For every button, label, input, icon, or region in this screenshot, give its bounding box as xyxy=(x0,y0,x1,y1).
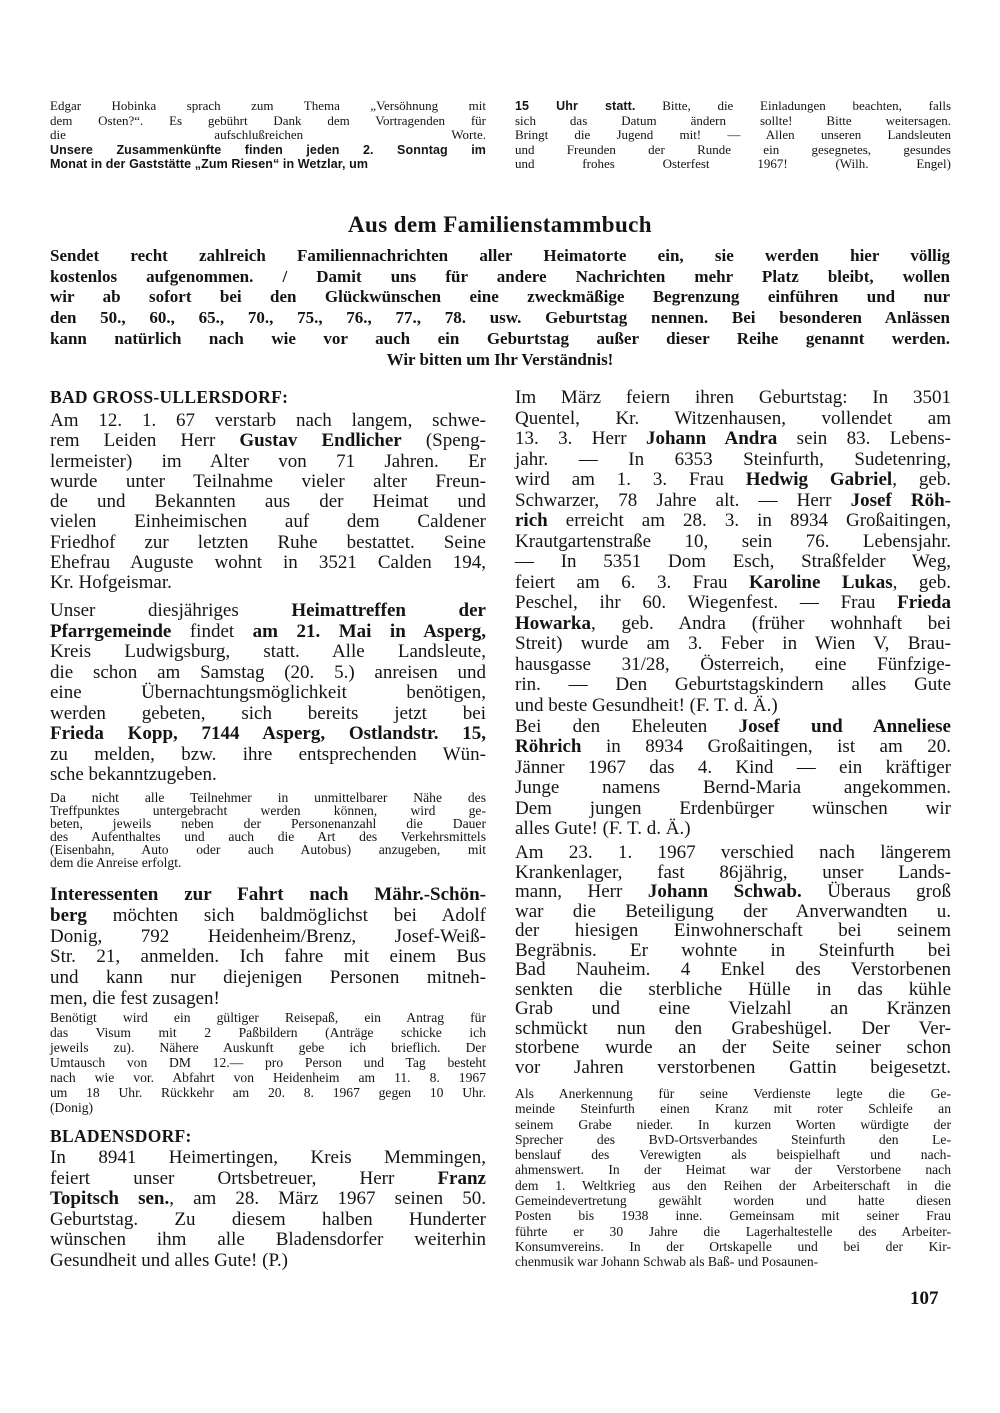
text: war die Beteiligung der Anverwandten u. xyxy=(515,900,951,922)
text-line xyxy=(515,737,951,757)
text-line xyxy=(515,1101,951,1116)
text-line xyxy=(515,655,951,676)
text: Überaus groß xyxy=(801,881,951,902)
text-line xyxy=(515,799,951,819)
text: schmückt nun den Grabeshügel. Der Ver- xyxy=(515,1017,951,1039)
text-line xyxy=(50,642,486,663)
text-line xyxy=(515,675,951,696)
text: der hiesigen Einwohnerschaft bei seinem xyxy=(515,920,951,941)
text-line xyxy=(515,1208,951,1223)
text-line xyxy=(515,429,951,450)
text-line xyxy=(515,99,951,114)
text-line xyxy=(515,593,951,614)
text: möchten sich baldmöglichst bei Adolf xyxy=(86,904,486,926)
text-line xyxy=(515,778,951,798)
page-number: 107 xyxy=(910,1288,939,1309)
text: Krankenlager, fast 86jährig, unser Lands- xyxy=(515,861,951,883)
text: vor Jahren verstorbenen Gattin beigesetzt. xyxy=(515,1056,951,1078)
text: in 8934 Großaitingen, ist am 20. xyxy=(581,736,951,758)
text: eine Übernachtungsmöglichkeit benötigen, xyxy=(50,682,486,703)
text: Unser diesjähriges xyxy=(50,600,292,621)
text-line xyxy=(50,1070,486,1085)
text: 13. 3. Herr xyxy=(515,428,646,449)
text-line xyxy=(50,622,486,643)
text-line xyxy=(515,1239,951,1254)
text: wir ab sofort bei den Glückwünschen eine zweckmäßige Begrenzung einführen und nur xyxy=(50,287,950,307)
text-line xyxy=(515,573,951,594)
text-line xyxy=(50,968,486,989)
text: Am 12. 1. 67 verstarb nach langem, schwe- xyxy=(50,410,486,431)
text-line xyxy=(50,906,486,927)
text: Gemeindevertretung gewählt worden und hatte diesen xyxy=(515,1193,951,1209)
text: sche bekanntzugeben. xyxy=(50,764,217,785)
text: Dem jungen Erdenbürger wünschen wir xyxy=(515,797,951,819)
text-line xyxy=(515,980,951,1000)
text-line xyxy=(50,329,950,350)
text-line xyxy=(515,1254,951,1269)
text: die schon am Samstag (20. 5.) anreisen und xyxy=(50,661,486,683)
text-line xyxy=(50,885,486,906)
text-line xyxy=(515,717,951,737)
text-line xyxy=(50,573,486,593)
text-line xyxy=(515,696,951,717)
text: werden gebeten, sich bereits jetzt bei xyxy=(50,702,486,724)
text-line xyxy=(515,1132,951,1147)
text: Treffpunktes untergebracht werden können, wird ge- xyxy=(50,803,486,818)
text-line xyxy=(50,1055,486,1070)
text-line xyxy=(50,1189,486,1210)
text: beten, jeweils neben der Personenanzahl die Dauer xyxy=(50,816,486,831)
text: jeweils zu). Nähere Auskunft gebe ich brieflich. Der xyxy=(50,1040,486,1055)
text: führte er 30 Jahre die Lagerhaltestelle des Arbeiter- xyxy=(515,1223,951,1239)
text: seinem Grabe nieder. In kurzen Worten würdigte der xyxy=(515,1116,951,1132)
text: nach wie vor. Abfahrt von Heidenheim am 11. 8. 1967 xyxy=(50,1070,486,1085)
text: und Freunden der Runde ein gesegnetes, gesundes xyxy=(515,141,951,157)
text: und frohes Osterfest 1967! (Wilh. Engel) xyxy=(515,156,951,171)
text: Kreis Ludwigsburg, statt. Alle Landsleute, xyxy=(50,641,486,662)
bold-text: Franz xyxy=(437,1167,486,1189)
top-right-text xyxy=(515,99,951,172)
text-line xyxy=(50,553,486,573)
text: Bringt die Jugend mit! — Allen unseren Landsleuten xyxy=(515,127,951,142)
heading-bad-gross-ullersdorf: BAD GROSS-ULLERSDORF: xyxy=(50,387,289,407)
text: , geb. xyxy=(892,469,951,490)
text: wird am 1. 3. Frau xyxy=(515,469,746,490)
text-line xyxy=(515,114,951,129)
bold-text: Heimattreffen der xyxy=(291,600,486,621)
text-line xyxy=(515,758,951,778)
text-line xyxy=(515,1162,951,1177)
text: jahr. — In 6353 Steinfurth, Sudetenring, xyxy=(515,448,951,470)
text-line xyxy=(50,143,486,158)
text-line xyxy=(50,947,486,968)
text-line xyxy=(50,431,486,451)
text: Jänner 1967 das 4. Kind — ein kräftiger xyxy=(515,756,951,778)
text-line xyxy=(50,704,486,725)
text: die aufschlußreichen Worte. xyxy=(50,127,486,142)
text-line xyxy=(515,532,951,553)
text: um 18 Uhr. Rückkehr am 20. 8. 1967 gegen 10 Uhr. xyxy=(50,1085,486,1100)
text: Bei den Eheleuten xyxy=(515,716,739,737)
text-line xyxy=(515,1019,951,1039)
bold-text: Josef Röh- xyxy=(850,489,951,511)
text-line xyxy=(50,533,486,553)
bold-text: am 21. Mai in Asperg, xyxy=(252,620,486,642)
text-line xyxy=(50,246,950,267)
bold-text: 15 Uhr statt. xyxy=(515,99,636,113)
text: Wir bitten um Ihr Verständnis! xyxy=(386,349,614,369)
text-line xyxy=(515,843,951,863)
text: Sprecher des BvD-Ortsverbandes Steinfurth den Le- xyxy=(515,1131,951,1147)
text: und beste Gesundheit! (F. T. d. Ä.) xyxy=(515,694,778,716)
bold-text: berg xyxy=(50,904,87,926)
text-line xyxy=(50,1210,486,1231)
text-line xyxy=(50,128,486,143)
text-line xyxy=(50,1148,486,1169)
bold-text: Johann Schwab. xyxy=(647,881,802,902)
march-birthdays xyxy=(515,388,951,716)
text: zu melden, bzw. ihre entsprechenden Wün- xyxy=(50,743,486,765)
text: — In 5351 Dom Esch, Straßfelder Weg, xyxy=(515,551,951,572)
text-line xyxy=(515,1086,951,1101)
top-left-text xyxy=(50,99,486,172)
text-line xyxy=(515,1193,951,1208)
text-line xyxy=(515,552,951,573)
text: erreicht am 28. 3. in 8934 Großaitingen, xyxy=(547,510,951,531)
text: des Aufenthaltes und auch die Art des Verkehrsmittels xyxy=(50,829,486,844)
text-line xyxy=(50,1169,486,1190)
bold-text: Howarka xyxy=(515,612,591,634)
text: alles Gute! (F. T. d. Ä.) xyxy=(515,818,691,840)
text-line xyxy=(515,902,951,922)
bold-text: Monat in der Gaststätte „Zum Riesen“ in Wetzlar, um xyxy=(50,157,369,171)
birth-announcement xyxy=(515,717,951,839)
text: wurde unter Teilnahme vieler alter Freun- xyxy=(50,470,486,492)
text-line xyxy=(50,411,486,431)
text: , am 28. März 1967 seinen 50. xyxy=(169,1188,486,1209)
obituary-schwab xyxy=(515,843,951,1077)
text-line xyxy=(515,511,951,532)
text: rin. — Den Geburtstagskindern alles Gute xyxy=(515,674,951,695)
text: den 50., 60., 65., 70., 75., 76., 77., 78. usw. Geburtstag nennen. Bei besonderen Anlässen xyxy=(50,308,950,328)
text-line xyxy=(515,614,951,635)
text: Krautgartenstraße 10, sein 76. Lebensjahr. xyxy=(515,530,951,552)
text-line xyxy=(515,921,951,941)
text-line xyxy=(50,99,486,114)
text-line xyxy=(50,765,486,786)
bold-text: Unsere Zusammenkünfte finden jeden 2. Sonntag im xyxy=(50,142,486,157)
text-line xyxy=(515,1224,951,1239)
text: wünschen ihm alle Bladensdorfer weiterhin xyxy=(50,1229,486,1250)
text-line xyxy=(50,1100,486,1115)
text-line xyxy=(515,1058,951,1078)
text: Grab und eine Vielzahl an Kränzen xyxy=(515,998,951,1019)
text: (Eisenbahn, Auto oder auch Autobus) anzugeben, mit xyxy=(50,842,486,857)
text: sich das Datum ändern sollte! Bitte weitersagen. xyxy=(515,112,951,128)
text: (Donig) xyxy=(50,1100,94,1115)
text: , geb. xyxy=(892,571,951,593)
text-line xyxy=(515,491,951,512)
travel-requirements-note xyxy=(50,1010,486,1115)
text: Umtausch von DM 12.— pro Person und Tag besteht xyxy=(50,1055,486,1070)
bold-text: Topitsch sen. xyxy=(50,1188,170,1209)
text-line xyxy=(515,388,951,409)
text: rem Leiden Herr xyxy=(50,430,240,452)
text: Junge namens Bernd-Maria angekommen. xyxy=(515,777,951,799)
section-title: Aus dem Familienstammbuch xyxy=(348,212,652,237)
bold-text: Josef und Anneliese xyxy=(738,716,951,737)
heading-bladensdorf: BLADENSDORF: xyxy=(50,1126,192,1146)
text: hausgasse 31/28, Österreich, eine Fünfzige- xyxy=(515,653,951,675)
text-line xyxy=(515,157,951,172)
text-line xyxy=(515,470,951,491)
bold-text: Johann Andra xyxy=(645,428,778,449)
text: Friedhof zur letzten Ruhe bestattet. Seine xyxy=(50,531,486,553)
text: meinde Steinfurth einen Kranz mit roter Schleife an xyxy=(515,1101,951,1117)
section-intro xyxy=(50,246,950,370)
text-line xyxy=(50,1251,486,1272)
text-line xyxy=(50,267,950,288)
text-line xyxy=(50,350,950,371)
text-line xyxy=(50,1025,486,1040)
text: ahmenswert. In der Heimat war der Verstorbene nach xyxy=(515,1162,951,1178)
text: Benötigt wird ein gültiger Reisepaß, ein Antrag für xyxy=(50,1010,486,1025)
text-line xyxy=(50,683,486,704)
bold-text: Pfarrgemeinde xyxy=(50,620,172,642)
text-line xyxy=(515,941,951,961)
text-line xyxy=(50,1040,486,1055)
bold-text: Frieda xyxy=(897,592,951,613)
text: Peschel, ihr 60. Wiegenfest. — Frau xyxy=(515,592,898,613)
text: Begräbnis. Er wohnte in Steinfurth bei xyxy=(515,939,951,961)
text-line xyxy=(515,1178,951,1193)
bold-text: Karoline Lukas xyxy=(748,571,893,593)
text: Als Anerkennung für seine Verdienste legte die Ge- xyxy=(515,1086,951,1101)
lodging-note xyxy=(50,791,486,869)
text-line xyxy=(515,409,951,430)
birthday-topitsch xyxy=(50,1148,486,1271)
text: findet xyxy=(171,620,253,642)
text: de und Bekannten aus der Heimat und xyxy=(50,491,486,513)
text: lermeister) im Alter von 71 Jahren. Er xyxy=(50,450,486,472)
text: Gesundheit und alles Gute! (P.) xyxy=(50,1249,288,1271)
text: Ehefrau Auguste wohnt in 3521 Calden 194, xyxy=(50,552,486,574)
text: In 8941 Heimertingen, Kreis Memmingen, xyxy=(50,1147,486,1168)
text-line xyxy=(515,960,951,980)
text-line xyxy=(515,634,951,655)
text: Edgar Hobinka sprach zum Thema „Versöhnung mit xyxy=(50,98,486,113)
text-line xyxy=(515,882,951,902)
bold-text: Hedwig Gabriel xyxy=(745,469,893,490)
text: Schwarzer, 78 Jahre alt. — Herr xyxy=(515,489,851,511)
text: dem 1. Weltkrieg aus den Reihen der Arbeiterschaft in die xyxy=(515,1177,951,1193)
text-line xyxy=(50,1230,486,1251)
text-line xyxy=(50,512,486,532)
text-line xyxy=(515,128,951,143)
text-line xyxy=(515,863,951,883)
bold-text: rich xyxy=(515,510,548,531)
text: sein 83. Lebens- xyxy=(777,428,951,449)
text: Am 23. 1. 1967 verschied nach längerem xyxy=(515,842,951,863)
text: , geb. Andra (früher wohnhaft bei xyxy=(591,612,951,634)
text-line xyxy=(515,450,951,471)
text: Im März feiern ihren Geburtstag: In 3501 xyxy=(515,387,951,408)
text: Da nicht alle Teilnehmer in unmittelbarer Nähe des xyxy=(50,790,486,805)
text-line xyxy=(50,1085,486,1100)
bold-text: Röhrich xyxy=(515,736,582,758)
text-line xyxy=(50,492,486,512)
text: Bad Nauheim. 4 Enkel des Verstorbenen xyxy=(515,959,951,980)
text-line xyxy=(515,143,951,158)
text: senkten die sterbliche Hülle in das kühle xyxy=(515,978,951,1000)
text: Quentel, Kr. Witzenhausen, vollendet am xyxy=(515,407,951,429)
text: Sendet recht zahlreich Familiennachrichten aller Heimatorte ein, sie werden hier völlig xyxy=(50,246,950,265)
text-line xyxy=(515,1117,951,1132)
text: dem die Anreise erfolgt. xyxy=(50,855,182,870)
text-line xyxy=(515,819,951,839)
text-line xyxy=(50,1010,486,1025)
text: Kr. Hofgeismar. xyxy=(50,572,172,594)
bold-text: Gustav Endlicher xyxy=(239,430,402,452)
text: benslauf des Verewigten als beispielhaft und nach- xyxy=(515,1147,951,1163)
heimattreffen-notice xyxy=(50,601,486,786)
text: vielen Einheimischen auf dem Caldener xyxy=(50,511,486,533)
text: Geburtstag. Zu diesem halben Hunderter xyxy=(50,1208,486,1230)
schwab-tribute-note xyxy=(515,1086,951,1270)
text: feiert unser Ortsbetreuer, Herr xyxy=(50,1167,438,1189)
bold-text: Interessenten zur Fahrt nach Mähr.-Schön- xyxy=(50,884,486,905)
text-line xyxy=(50,157,486,172)
text-line xyxy=(50,856,486,869)
text-line xyxy=(515,1147,951,1162)
text-line xyxy=(50,601,486,622)
text-line xyxy=(50,989,486,1010)
bold-text: Frieda Kopp, 7144 Asperg, Ostlandstr. 15, xyxy=(50,723,486,744)
text: (Speng- xyxy=(401,430,486,452)
text-line xyxy=(50,663,486,684)
obituary-endlicher xyxy=(50,411,486,594)
text-line xyxy=(50,308,950,329)
text-line xyxy=(50,724,486,745)
trip-notice xyxy=(50,885,486,1010)
text-line xyxy=(50,927,486,948)
text: feiert am 6. 3. Frau xyxy=(515,571,749,593)
text-line xyxy=(515,1038,951,1058)
text: dem Osten?“. Es gebührt Dank dem Vortragenden für xyxy=(50,112,486,128)
text-line xyxy=(50,114,486,129)
text: Donig, 792 Heidenheim/Brenz, Josef-Weiß- xyxy=(50,925,486,947)
text: storbene wurde an der Seite seiner schon xyxy=(515,1037,951,1058)
text-line xyxy=(50,287,950,308)
text: men, die fest zusagen! xyxy=(50,987,220,1009)
text: und kann nur diejenigen Personen mitneh- xyxy=(50,967,486,989)
text: kann natürlich nach wie vor auch ein Geburtstag außer dieser Reihe genannt werden. xyxy=(50,328,950,348)
text: Str. 21, anmelden. Ich fahre mit einem Bus xyxy=(50,946,486,968)
text-line xyxy=(50,472,486,492)
text-line xyxy=(515,999,951,1019)
text: Konsumvereins. In der Ortskapelle und bei der Kir- xyxy=(515,1238,951,1254)
text: chenmusik war Johann Schwab als Baß- und Posaunen- xyxy=(515,1254,819,1270)
text: Streit) wurde am 3. Feber in Wien V, Brau- xyxy=(515,633,951,654)
text: mann, Herr xyxy=(515,881,648,902)
text: Posten bis 1938 inne. Gemeinsam mit seiner Frau xyxy=(515,1208,951,1224)
text-line xyxy=(50,452,486,472)
text: kostenlos aufgenommen. / Damit uns für andere Nachrichten mehr Platz bleibt, wollen xyxy=(50,266,950,286)
text: das Visum mit 2 Paßbildern (Anträge schicke ich xyxy=(50,1025,486,1040)
text-line xyxy=(50,745,486,766)
text: Bitte, die Einladungen beachten, falls xyxy=(635,98,952,113)
